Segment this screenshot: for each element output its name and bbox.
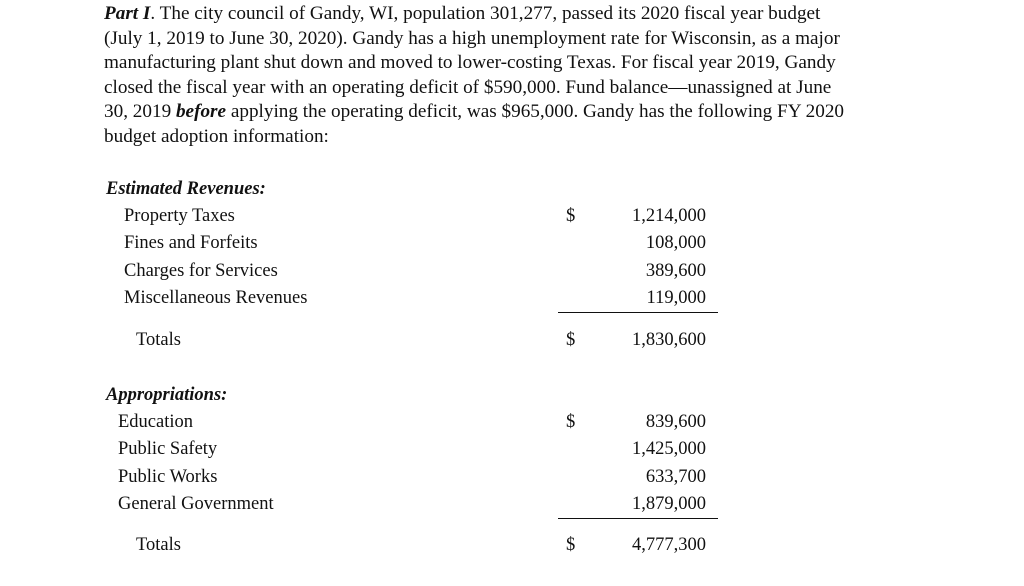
intro-text-5b: applying the operating deficit, was $965,000. Gandy has the following FY 2020 [226,101,845,122]
revenue-amount-property-taxes: 1,214,000 [632,206,706,226]
revenues-total-label: Totals [136,330,181,350]
intro-line-5 [104,100,954,125]
intro-paragraph [104,2,954,149]
revenues-total-rule [558,312,718,313]
intro-line-3: manufacturing plant shut down and moved to lower-costing Texas. For fiscal year 2019, Gandy [104,52,836,73]
revenue-currency-property-taxes: $ [566,206,576,226]
intro-line-2: (July 1, 2019 to June 30, 2020). Gandy has a high unemployment rate for Wisconsin, as a major [104,27,840,49]
appropriation-amount-public-safety: 1,425,000 [632,439,706,459]
part-label: Part I [104,3,151,24]
appropriations-total-amount: 4,777,300 [632,535,706,555]
intro-line-1 [104,2,954,27]
appropriation-label-education: Education [118,412,194,432]
revenue-label-misc: Miscellaneous Revenues [124,288,308,308]
revenue-label-charges-services: Charges for Services [124,261,278,281]
intro-line-4: closed the fiscal year with an operating deficit of $590,000. Fund balance—unassigned at June [104,76,832,98]
appropriations-total-currency: $ [566,535,576,555]
intro-line-6: budget adoption information: [104,125,329,147]
appropriation-label-public-works: Public Works [118,467,218,487]
appropriation-currency-education: $ [566,412,576,432]
revenues-total-amount: 1,830,600 [632,330,706,350]
revenues-total-currency: $ [566,330,576,350]
appropriation-label-general-government: General Government [118,494,274,514]
intro-text-1: . The city council of Gandy, WI, population 301,277, passed its 2020 fiscal year budget [150,3,821,24]
emphasis-before: before [175,101,227,122]
appropriation-label-public-safety: Public Safety [118,439,218,459]
estimated-revenues-heading: Estimated Revenues: [106,179,266,199]
revenue-label-fines-forfeits: Fines and Forfeits [124,233,258,253]
intro-text-5a: 30, 2019 [104,101,176,122]
revenue-amount-misc: 119,000 [646,288,706,308]
appropriations-total-label: Totals [136,535,181,555]
revenue-amount-charges-services: 389,600 [645,261,706,281]
appropriations-heading: Appropriations: [106,385,228,405]
appropriation-amount-education: 839,600 [645,412,706,432]
revenue-amount-fines-forfeits: 108,000 [645,233,706,253]
revenue-label-property-taxes: Property Taxes [124,206,235,226]
appropriations-total-rule [558,518,718,519]
appropriation-amount-general-government: 1,879,000 [632,494,706,514]
appropriation-amount-public-works: 633,700 [645,467,706,487]
